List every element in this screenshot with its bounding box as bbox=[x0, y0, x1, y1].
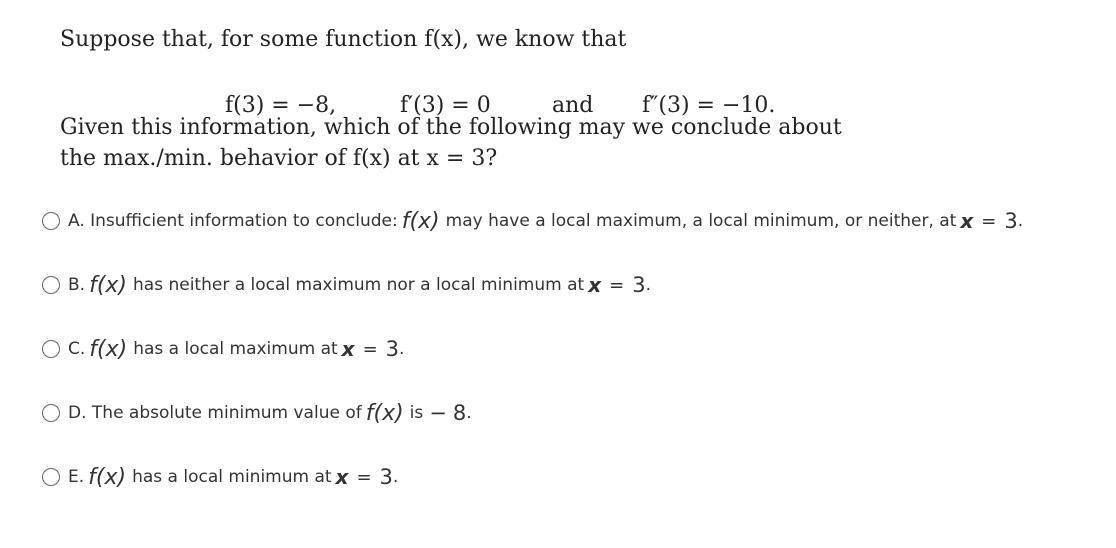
choice-a[interactable] bbox=[42, 204, 1023, 238]
math-equals: = bbox=[609, 274, 625, 296]
choice-text: has neither a local maximum nor a local minimum at bbox=[133, 275, 585, 295]
choice-e[interactable] bbox=[42, 460, 398, 494]
choice-period: . bbox=[1017, 211, 1024, 231]
choice-letter: D. bbox=[68, 403, 87, 423]
choice-text: Insufficient information to conclude: bbox=[90, 211, 398, 231]
question-line-2: the max./min. behavior of f(x) at x = 3? bbox=[60, 146, 498, 171]
math-number: 3 bbox=[632, 273, 646, 297]
choice-d[interactable] bbox=[42, 396, 472, 430]
choice-letter: A. bbox=[68, 211, 85, 231]
math-equals: = bbox=[981, 210, 997, 232]
condition-and: and bbox=[552, 93, 594, 118]
condition-f-double-prime: f″(3) = −10. bbox=[642, 93, 776, 118]
math-x: x bbox=[341, 337, 355, 361]
choice-b[interactable] bbox=[42, 268, 651, 302]
math-fx: f(x) bbox=[401, 208, 440, 234]
choice-letter: C. bbox=[68, 339, 86, 359]
math-minus: − bbox=[429, 401, 447, 425]
math-equals: = bbox=[356, 466, 372, 488]
choice-period: . bbox=[466, 403, 472, 423]
choice-text: The absolute minimum value of bbox=[91, 403, 362, 423]
choice-text: may have a local maximum, a local minimum, or neither, at bbox=[445, 211, 957, 231]
radio-button-c[interactable] bbox=[42, 340, 60, 358]
condition-f-prime: f′(3) = 0 bbox=[400, 93, 491, 118]
choice-period: . bbox=[645, 275, 651, 295]
math-fx: f(x) bbox=[89, 336, 128, 362]
math-fx: f(x) bbox=[88, 464, 127, 490]
math-fx: f(x) bbox=[89, 272, 128, 298]
problem-question bbox=[60, 112, 960, 174]
math-number: 8 bbox=[452, 401, 467, 425]
choice-letter: E. bbox=[68, 467, 85, 487]
math-x: x bbox=[335, 465, 349, 489]
choice-text: has a local maximum at bbox=[133, 339, 338, 359]
choice-period: . bbox=[392, 467, 399, 487]
problem-prompt: Suppose that, for some function f(x), we know that bbox=[60, 27, 627, 52]
choice-letter: B. bbox=[68, 275, 86, 295]
radio-button-a[interactable] bbox=[42, 212, 60, 230]
math-x: x bbox=[960, 209, 974, 233]
choice-period: . bbox=[399, 339, 405, 359]
math-x: x bbox=[588, 273, 602, 297]
choice-c[interactable] bbox=[42, 332, 404, 366]
radio-button-e[interactable] bbox=[42, 468, 60, 486]
condition-f: f(3) = −8, bbox=[225, 93, 337, 118]
question-line-1: Given this information, which of the following may we conclude about bbox=[60, 115, 842, 140]
problem-statement bbox=[60, 24, 960, 118]
math-fx: f(x) bbox=[365, 400, 404, 426]
math-number: 3 bbox=[1004, 209, 1018, 233]
choice-text: is bbox=[409, 403, 424, 423]
choice-text: has a local minimum at bbox=[132, 467, 332, 487]
radio-button-d[interactable] bbox=[42, 404, 60, 422]
math-number: 3 bbox=[385, 337, 400, 361]
radio-button-b[interactable] bbox=[42, 276, 60, 294]
math-equals: = bbox=[362, 338, 378, 360]
math-number: 3 bbox=[379, 465, 393, 489]
